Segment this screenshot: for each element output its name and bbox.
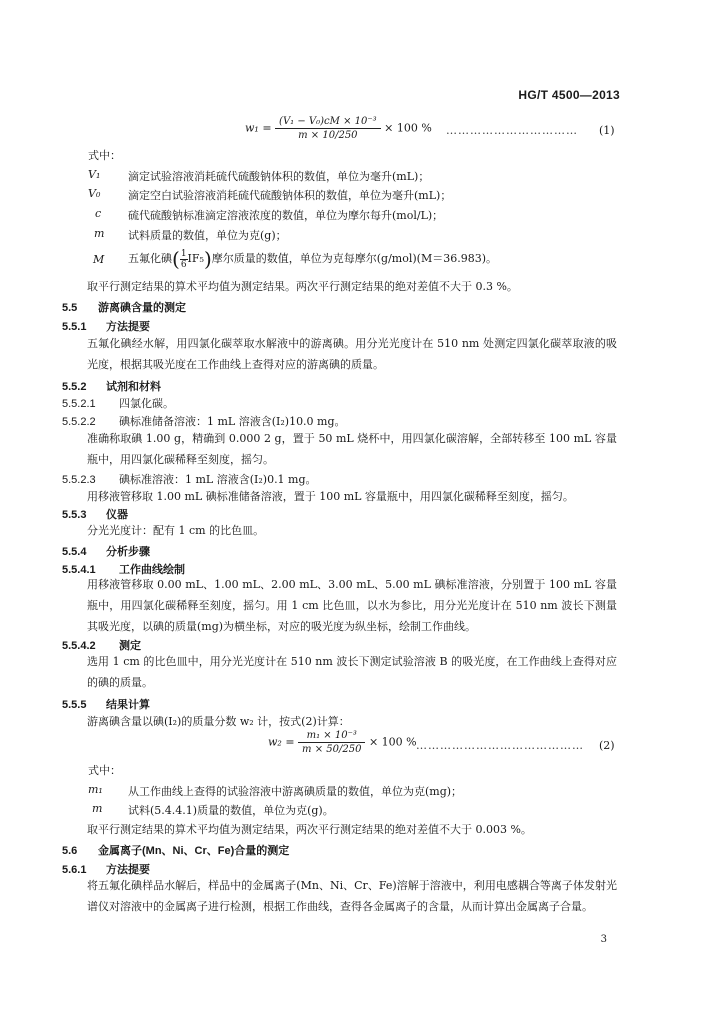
left-paren: ( [172,247,180,271]
equation-2-leader: …………………………………… [416,739,584,752]
section-5-5-2 [62,378,161,394]
section-5-5-1 [62,318,150,334]
para-5-5-3: 分光光度计：配有 1 cm 的比色皿。 [87,524,265,537]
equation-1-number: (1) [599,124,615,137]
equation-1-denominator: m × 10/250 [298,130,358,141]
section-number: 5.6.1 [62,864,87,876]
right-paren: ) [203,247,212,271]
section-title: 工作曲线绘制 [119,564,185,576]
def5-symbol: M [93,253,105,266]
section-5-5-5 [62,696,150,712]
section-number: 5.5.4.2 [62,640,96,652]
section-5-5-2-1 [62,396,174,412]
para-5-5-4-1: 用移液管移取 0.00 mL、1.00 mL、2.00 mL、3.00 mL、5.00 mL 碘标准溶液，分别置于 100 mL 容量瓶中，用四氯化碳稀释至刻度，摇匀。用 1 cm 比色皿，以水为参比，用分光光度计在 510 nm 波长下测量其吸光度，以碘的质量(mg)为横坐标，对应的吸光度为纵坐标，绘制工作曲线。 [87,578,617,633]
para-5-5-1: 五氟化碘经水解，用四氯化碳萃取水解液中的游离碘。用分光光度计在 510 nm 处测定四氯化碳萃取液的吸光度，根据其吸光度在工作曲线上查得对应的游离碘的质量。 [87,337,617,371]
def5-fraction [180,249,188,270]
where-label-1: 式中： [88,149,121,162]
section-number: 5.5.5 [62,699,87,711]
equation-2-numerator: m₁ × 10⁻³ [298,730,365,743]
def7-text: 试料(5.4.4.1)质量的数值，单位为克(g)。 [128,804,334,817]
def7-symbol: m [92,802,103,815]
equation-1-rhs: × 100 % [384,121,432,135]
section-title: 仪器 [106,509,128,521]
section-number: 5.5 [62,302,78,314]
para-5-5-5: 游离碘含量以碘(I₂)的质量分数 w₂ 计，按式(2)计算： [87,715,350,728]
section-number: 5.5.2.3 [62,474,96,486]
section-title: 方法提要 [106,864,150,876]
equation-2 [268,730,417,755]
def6-symbol: m₁ [88,783,103,796]
section-number: 5.5.4 [62,546,87,558]
section-5-6 [62,842,289,858]
section-text: 四氯化碳。 [119,397,174,410]
result-1: 取平行测定结果的算术平均值为测定结果。两次平行测定结果的绝对差值不大于 0.3 %。 [87,280,518,293]
equation-2-denominator: m × 50/250 [302,744,362,755]
where-label-2: 式中： [88,764,121,777]
equation-2-number: (2) [599,739,615,752]
equation-1-numerator: (V₁ − V₀)cM × 10⁻³ [275,116,381,129]
section-title: 金属离子(Mn、Ni、Cr、Fe)合量的测定 [98,845,290,857]
section-title: 试剂和材料 [106,381,161,393]
section-number: 5.5.1 [62,321,87,333]
def4-symbol: m [94,227,105,240]
def4-text: 试料质量的数值，单位为克(g)； [128,229,287,242]
para-5-5-2-3: 用移液管移取 1.00 mL 碘标准储备溶液，置于 100 mL 容量瓶中，用四氯化碳稀释至刻度，摇匀。 [87,490,574,503]
section-number: 5.5.3 [62,509,87,521]
equation-2-rhs: × 100 % [368,735,417,749]
def3-text: 硫代硫酸钠标准滴定溶液浓度的数值，单位为摩尔每升(mol/L)； [128,209,444,222]
section-text: 碘标准储备溶液：1 mL 溶液含(I₂)10.0 mg。 [119,415,346,428]
equation-1 [245,116,432,141]
result-2: 取平行测定结果的算术平均值为测定结果，两次平行测定结果的绝对差值不大于 0.003 %。 [87,823,532,836]
section-5-5-4 [62,543,150,559]
section-title: 方法提要 [106,321,150,333]
def5-pre: 五氟化碘 [128,252,172,265]
section-title: 分析步骤 [106,546,150,558]
section-number: 5.5.2.1 [62,398,96,410]
page-number: 3 [600,934,607,945]
def5-fraction-den: 6 [180,259,187,270]
section-number: 5.5.2.2 [62,416,96,428]
section-title: 结果计算 [106,699,150,711]
def2-symbol: V₀ [88,187,101,200]
def6-text: 从工作曲线上查得的试验溶液中游离碘质量的数值，单位为克(mg)； [128,785,463,798]
section-title: 游离碘含量的测定 [98,302,186,314]
section-text: 碘标准溶液：1 mL 溶液含(I₂)0.1 mg。 [119,473,317,486]
para-5-5-2-2: 准确称取碘 1.00 g，精确到 0.000 2 g，置于 50 mL 烧杯中，用四氯化碳溶解，全部转移至 100 mL 容量瓶中，用四氯化碳稀释至刻度，摇匀。 [87,432,617,466]
def1-symbol: V₁ [88,168,101,181]
def2-text: 滴定空白试验溶液消耗硫代硫酸钠体积的数值，单位为毫升(mL)； [128,189,452,202]
section-title: 测定 [119,640,141,652]
para-5-5-4-2: 选用 1 cm 的比色皿中，用分光光度计在 510 nm 波长下测定试验溶液 B 的吸光度，在工作曲线上查得对应的碘的质量。 [87,655,617,689]
equation-1-fraction [275,116,381,141]
section-5-5 [62,299,186,315]
equation-2-fraction [298,730,365,755]
standard-number: HG/T 4500—2013 [518,88,620,102]
equation-2-lhs: w₂ = [268,735,295,749]
def5-post: 摩尔质量的数值，单位为克每摩尔(g/mol)(M＝36.983)。 [211,252,497,265]
section-number: 5.6 [62,845,78,857]
def5-text [128,244,497,274]
section-number: 5.5.4.1 [62,564,96,576]
def3-symbol: c [95,207,102,220]
def5-mid: IF₅ [187,252,204,265]
para-5-6-1: 将五氟化碘样品水解后，样品中的金属离子(Mn、Ni、Cr、Fe)溶解于溶液中，利用电感耦合等离子体发射光谱仪对溶液中的金属离子进行检测，根据工作曲线，查得各金属离子的含量，从而计算出金属离子合量。 [87,879,617,913]
equation-1-leader: …………………………… [446,124,578,137]
def1-text: 滴定试验溶液消耗硫代硫酸钠体积的数值，单位为毫升(mL)； [128,170,430,183]
section-number: 5.5.2 [62,381,87,393]
equation-1-lhs: w₁ = [245,121,272,135]
def5-fraction-num: 1 [180,248,187,259]
